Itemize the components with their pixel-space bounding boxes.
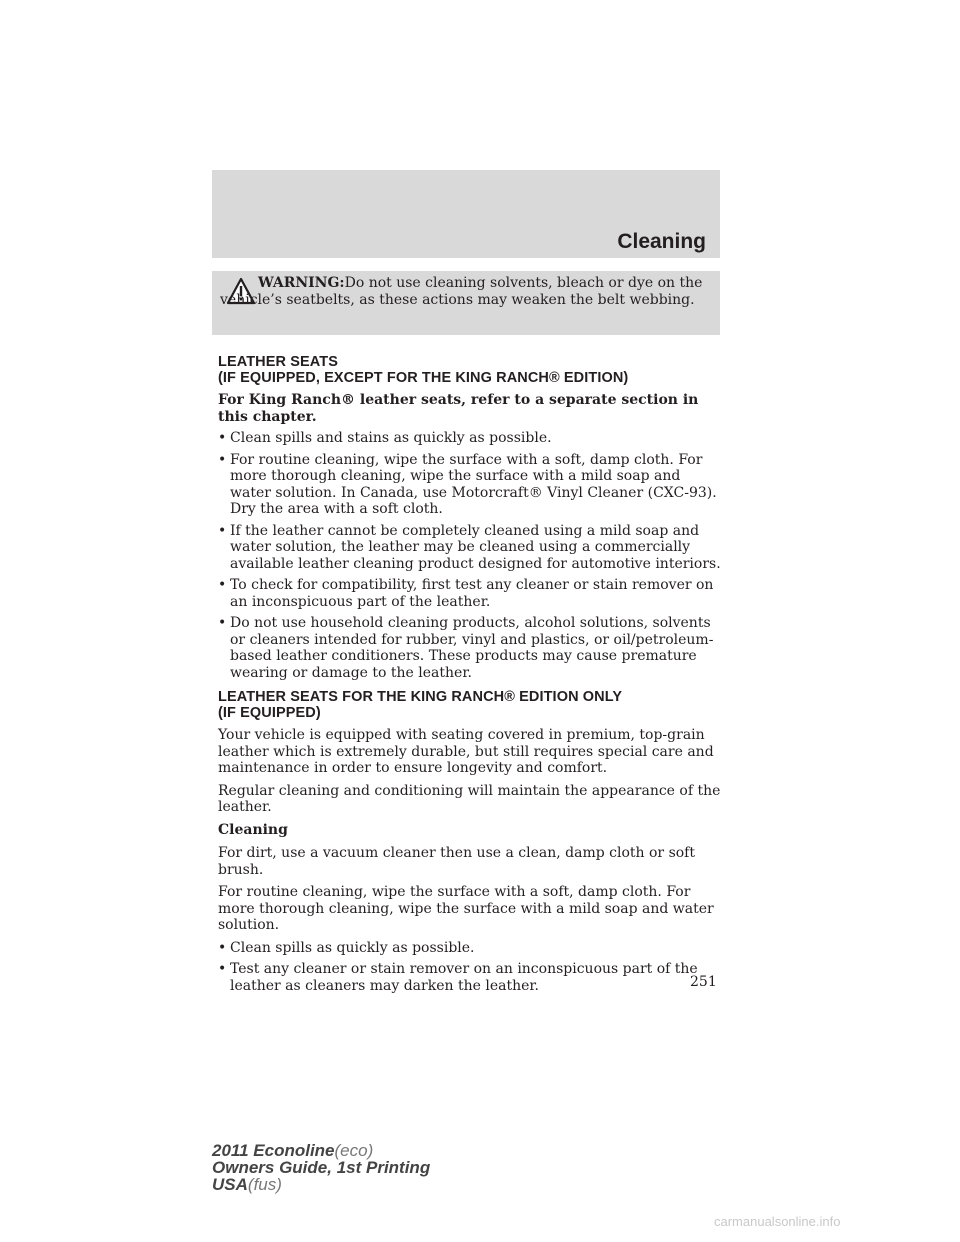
footer-model-code: (eco) (334, 1141, 374, 1160)
list-item: • Test any cleaner or stain remover on an inconspicuous part of the leather as cleaners may darken the leather. (218, 961, 698, 994)
section-title: Cleaning (617, 230, 706, 253)
warning-label: WARNING: (258, 275, 345, 291)
section-heading-leather-seats (218, 354, 722, 386)
list-item: • If the leather cannot be completely cleaned using a mild soap and water solution, the leather may be cleaned using a commercially available leather cleaning product designed for automotive interiors. (218, 522, 721, 572)
paragraph: For dirt, use a vacuum cleaner then use a clean, damp cloth or soft brush. (218, 845, 695, 878)
footer-edition: Owners Guide, 1st Printing (212, 1158, 431, 1177)
bullet-list (218, 430, 722, 681)
heading-line: (IF EQUIPPED) (218, 705, 321, 721)
subheading-cleaning: Cleaning (218, 821, 288, 838)
list-item: • Do not use household cleaning products, alcohol solutions, solvents or cleaners intended for rubber, vinyl and plastics, or oil/petroleum-based leather conditioners. These products may cause premature wearing or damage to the leather. (218, 615, 714, 681)
list-item: • For routine cleaning, wipe the surface with a soft, damp cloth. For more thorough cleaning, wipe the surface with a mild soap and water solution. In Canada, use Motorcraft® Vinyl Cleaner (CXC-93). Dry the area with a soft cloth. (218, 451, 717, 517)
paragraph: Your vehicle is equipped with seating covered in premium, top-grain leather which is extremely durable, but still requires special care and maintenance in order to ensure longevity and comfort. (218, 727, 714, 776)
intro-note: For King Ranch® leather seats, refer to a separate section in this chapter. (218, 392, 699, 425)
bullet-list (218, 940, 722, 995)
heading-line: LEATHER SEATS FOR THE KING RANCH® EDITION ONLY (218, 689, 623, 705)
paragraph: Regular cleaning and conditioning will maintain the appearance of the leather. (218, 782, 721, 815)
warning-box (212, 271, 720, 335)
list-item: • Clean spills and stains as quickly as possible. (218, 430, 552, 446)
footer-region: USA (212, 1175, 248, 1194)
page-content (218, 354, 722, 1002)
document-footer (212, 1142, 430, 1193)
warning-text (220, 275, 710, 309)
footer-model: 2011 Econoline (212, 1141, 335, 1160)
page-number: 251 (690, 974, 717, 990)
warning-body: Do not use cleaning solvents, bleach or dye on the vehicle’s seatbelts, as these actions may weaken the belt webbing. (220, 275, 703, 308)
paragraph: For routine cleaning, wipe the surface with a soft, damp cloth. For more thorough cleaning, wipe the surface with a mild soap and water solution. (218, 884, 714, 933)
heading-line: (IF EQUIPPED, EXCEPT FOR THE KING RANCH® EDITION) (218, 370, 629, 386)
footer-region-code: (fus) (247, 1175, 282, 1194)
list-item: • Clean spills as quickly as possible. (218, 939, 475, 956)
section-heading-king-ranch (218, 689, 722, 721)
list-item: • To check for compatibility, first test any cleaner or stain remover on an inconspicuous part of the leather. (218, 577, 714, 610)
heading-line: LEATHER SEATS (218, 354, 338, 370)
section-header-band (212, 170, 720, 258)
watermark: carmanualsonline.info (714, 1214, 841, 1229)
